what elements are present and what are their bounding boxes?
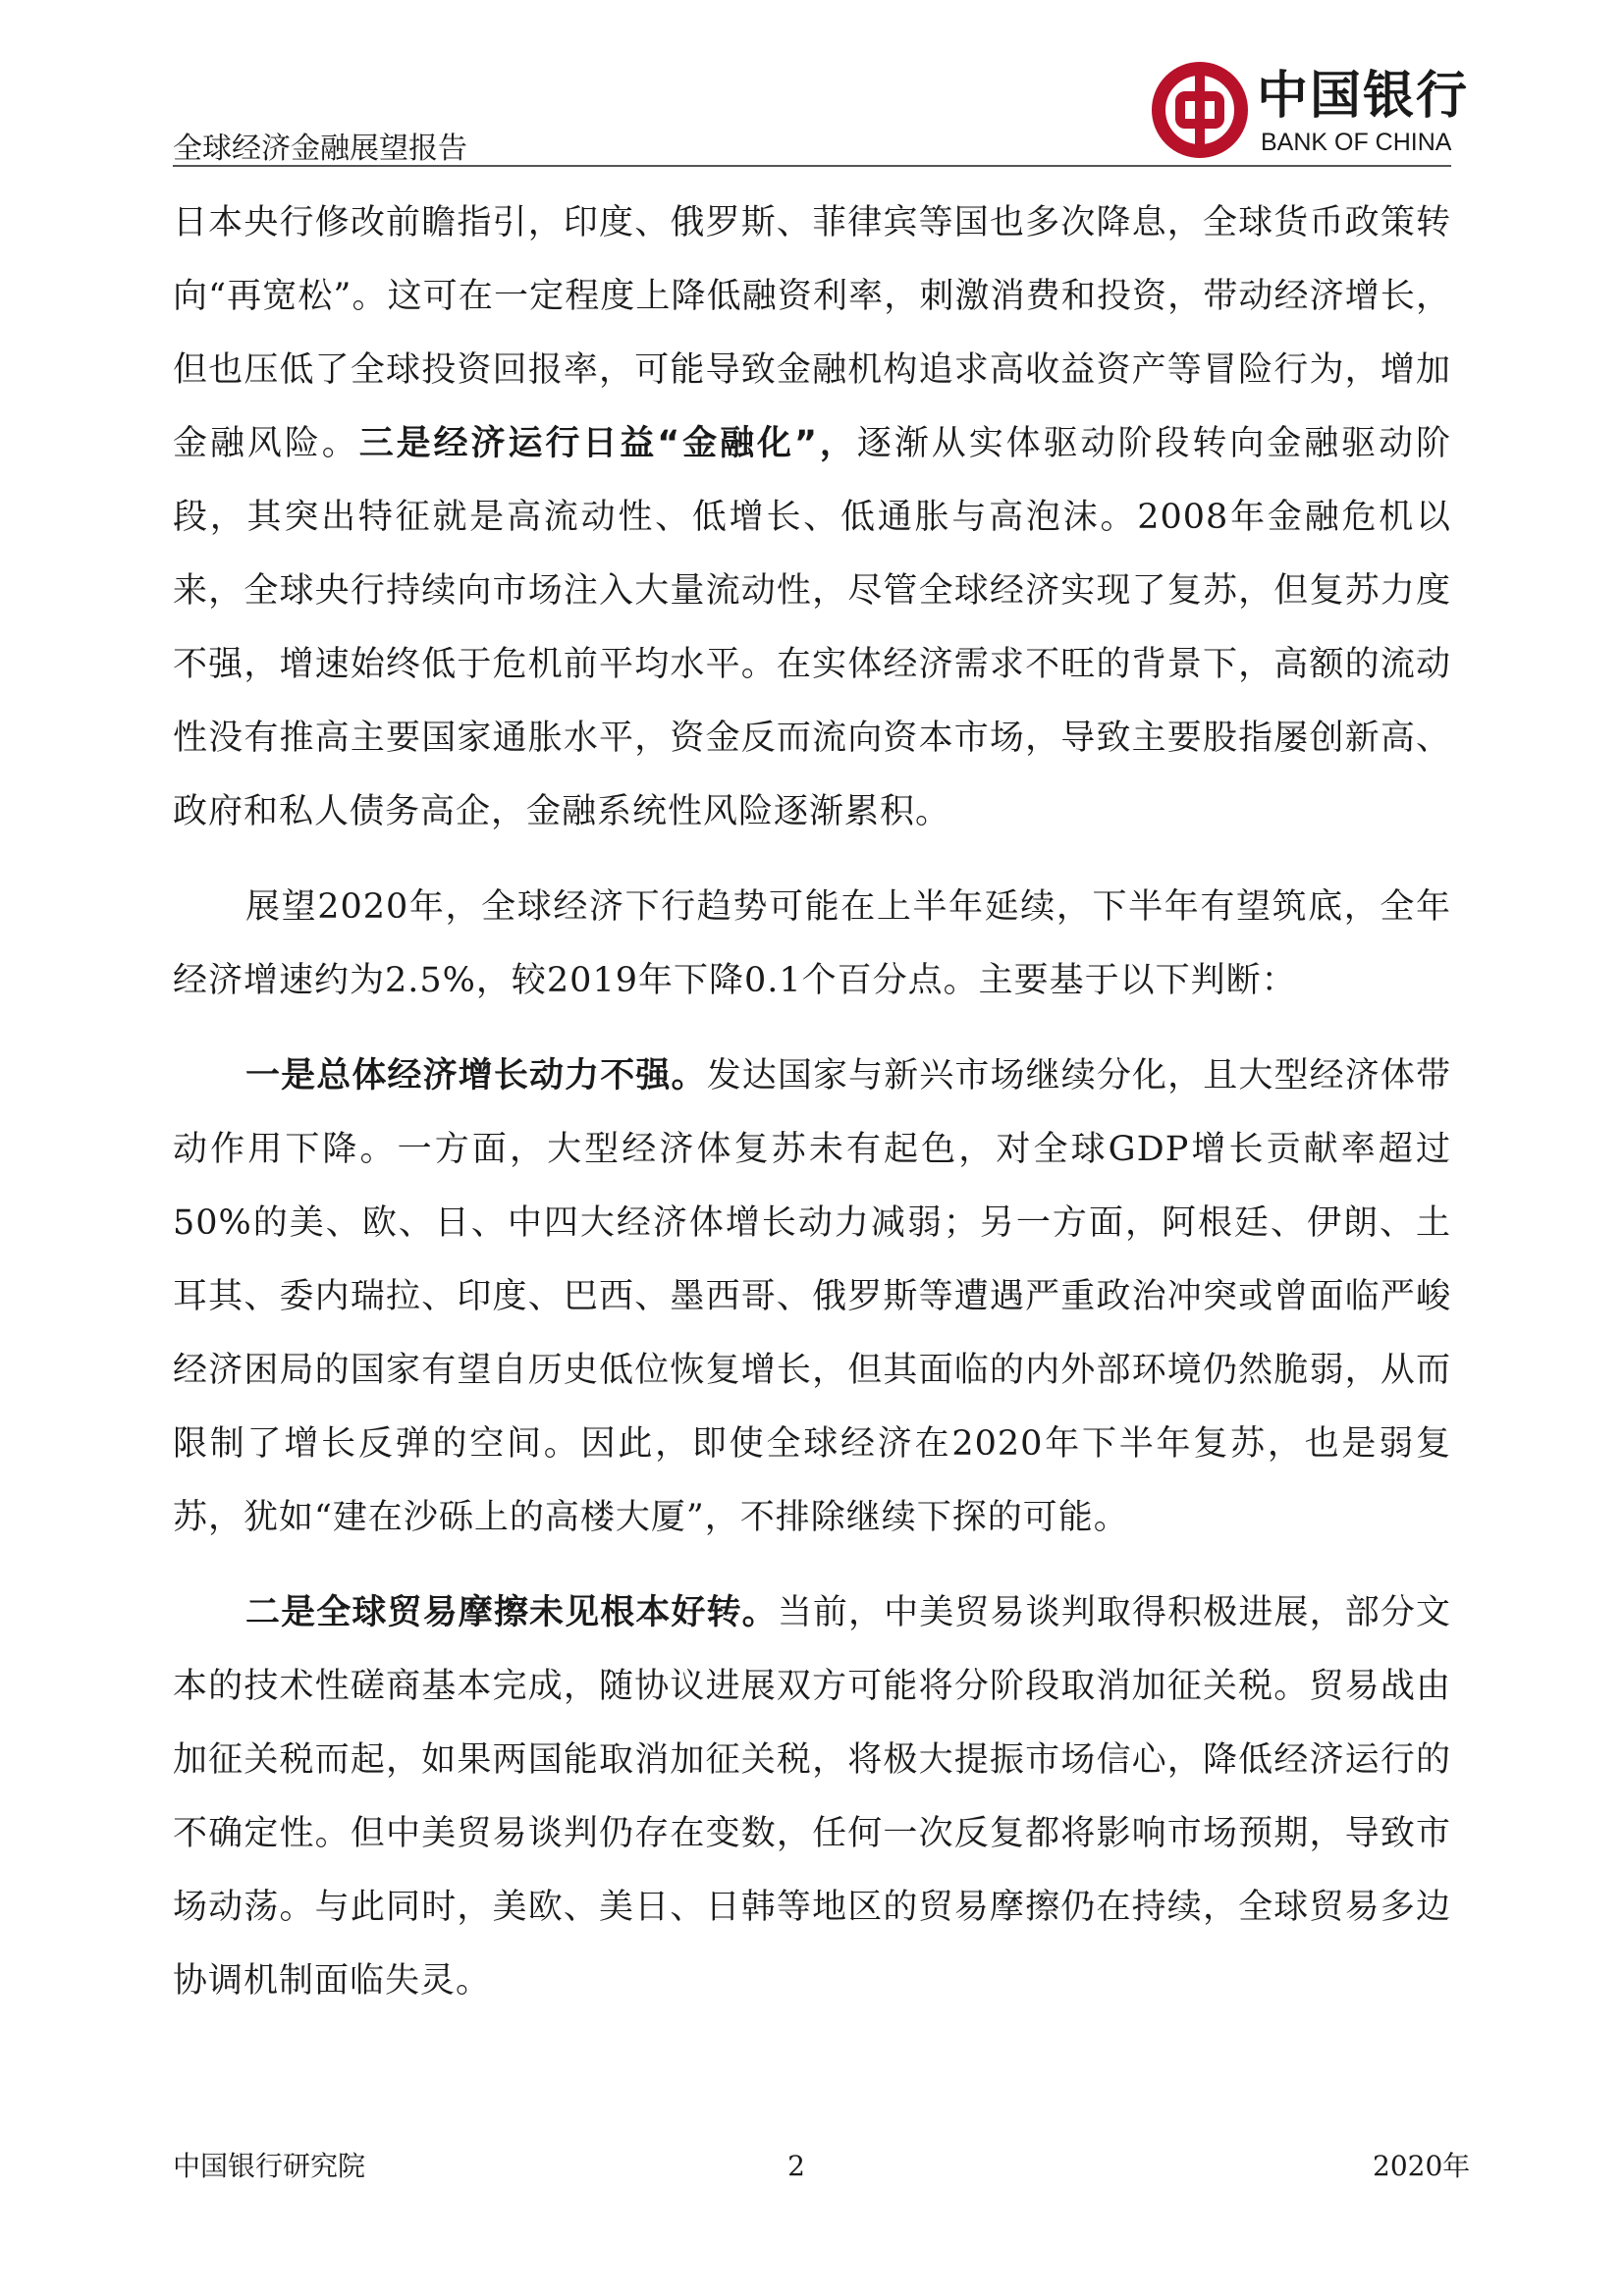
logo-english-name: BANK OF CHINA (1261, 129, 1452, 156)
paragraph-outlook: 展望2020年，全球经济下行趋势可能在上半年延续，下半年有望筑底，全年经济增速约为2.5%，较2019年下降0.1个百分点。主要基于以下判断： (173, 887, 1451, 1000)
paragraph-1-text-a: 日本央行修改前瞻指引，印度、俄罗斯、菲律宾等国也多次降息，全球货币政策转向“再宽松”。这可在一定程度上降低融资利率，刺激消费和投资，带动经济增长，但也压低了全球投资回报率，可能导致金融机构追求高收益资产等冒险行为，增加金融风险。 (173, 203, 1451, 463)
bank-logo (1151, 61, 1470, 163)
paragraph-trade-text: 当前，中美贸易谈判取得积极进展，部分文本的技术性磋商基本完成，随协议进展双方可能将分阶段取消加征关税。贸易战由加征关税而起，如果两国能取消加征关税，将极大提振市场信心，降低经济运行的不确定性。但中美贸易谈判仍存在变数，任何一次反复都将影响市场预期，导致市场动荡。与此同时，美欧、美日、日韩等地区的贸易摩擦仍在持续，全球贸易多边协调机制面临失灵。 (173, 1593, 1451, 2001)
report-title: 全球经济金融展望报告 (173, 132, 467, 166)
page-number: 2 (787, 2150, 805, 2182)
paragraph-1-bold-phrase: 三是经济运行日益“金融化”， (358, 424, 857, 463)
paragraph-trade-lead: 二是全球贸易摩擦未见根本好转。 (245, 1593, 778, 1632)
footer-organization: 中国银行研究院 (173, 2150, 366, 2182)
paragraph-trade (173, 1576, 1451, 2018)
paragraph-1 (173, 187, 1451, 849)
report-body (173, 187, 1451, 2018)
paragraph-growth-lead: 一是总体经济增长动力不强。 (245, 1056, 707, 1095)
header-divider (173, 165, 1451, 167)
paragraph-gap (173, 1018, 1451, 1040)
paragraph-growth (173, 1040, 1451, 1555)
paragraph-growth-text: 发达国家与新兴市场继续分化，且大型经济体带动作用下降。一方面，大型经济体复苏未有起色，对全球GDP增长贡献率超过50%的美、欧、日、中四大经济体增长动力减弱；另一方面，阿根廷、伊朗、土耳其、委内瑞拉、印度、巴西、墨西哥、俄罗斯等遭遇严重政治冲突或曾面临严峻经济困局的国家有望自历史低位恢复增长，但其面临的内外部环境仍然脆弱，从而限制了增长反弹的空间。因此，即使全球经济在2020年下半年复苏，也是弱复苏，犹如“建在沙砾上的高楼大厦”，不排除继续下探的可能。 (173, 1056, 1451, 1537)
paragraph-1-text-b: 逐渐从实体驱动阶段转向金融驱动阶段，其突出特征就是高流动性、低增长、低通胀与高泡沫。2008年金融危机以来，全球央行持续向市场注入大量流动性，尽管全球经济实现了复苏，但复苏力度不强，增速始终低于危机前平均水平。在实体经济需求不旺的背景下，高额的流动性没有推高主要国家通胀水平，资金反而流向资本市场，导致主要股指屡创新高、政府和私人债务高企，金融系统性风险逐渐累积。 (173, 424, 1451, 831)
bank-of-china-emblem-icon (1151, 61, 1249, 159)
footer-year: 2020年 (1373, 2150, 1471, 2182)
logo-chinese-name: 中国银行 (1257, 66, 1470, 126)
paragraph-gap (173, 849, 1451, 871)
paragraph-gap (173, 1555, 1451, 1576)
